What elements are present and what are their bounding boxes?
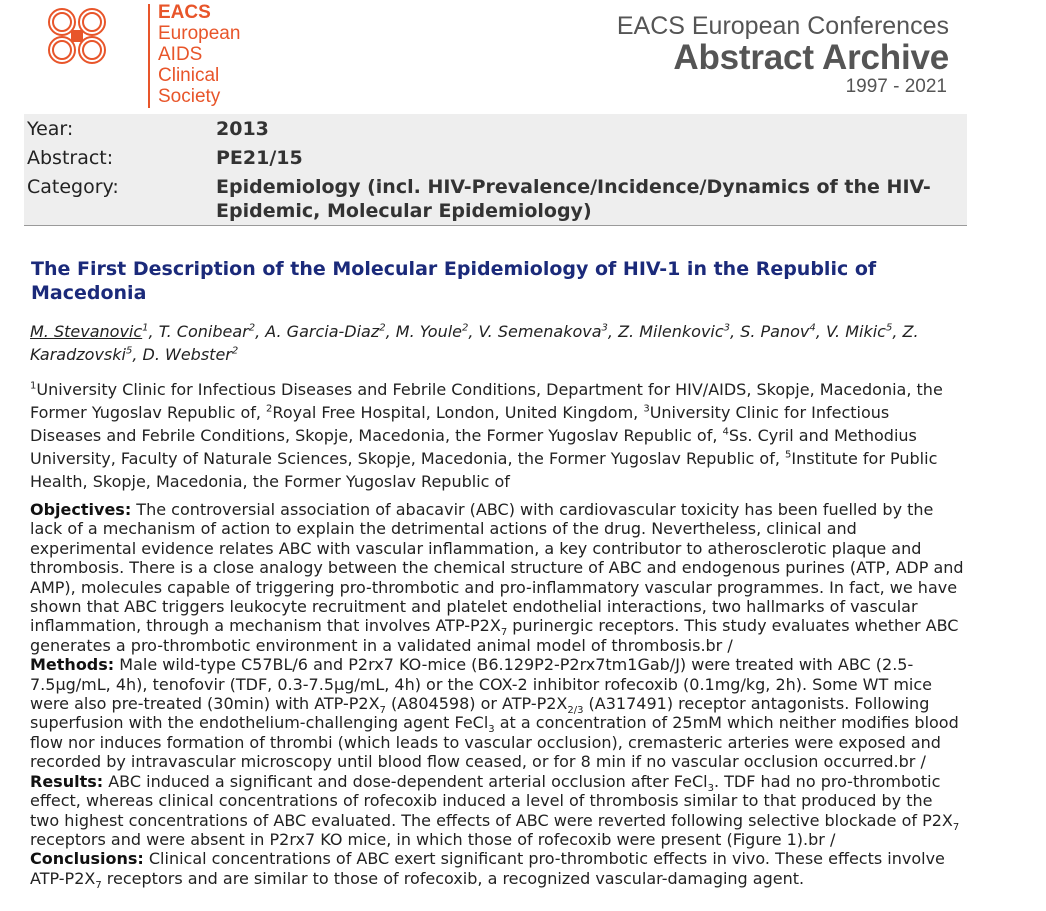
objectives-text: purinergic receptors. This study evaluates whether ABC generates a pro-thrombotic environment in a validated animal model of thrombosis.br / <box>30 616 959 655</box>
abstract-title: The First Description of the Molecular Epidemiology of HIV-1 in the Republic of Macedonia <box>31 258 877 304</box>
logo-line: AIDS <box>158 44 203 65</box>
subscript: 3 <box>707 782 714 794</box>
results-label: Results: <box>30 771 104 791</box>
author-name[interactable]: M. Stevanovic <box>30 322 143 341</box>
methods-text: (A804598) or ATP-P2X <box>385 694 568 714</box>
logo-line: European <box>158 23 241 44</box>
affiliation-text: Institute for Public Health, Skopje, Macedonia, the Former Yugoslav Republic of <box>30 449 938 491</box>
methods-text: Male wild-type C57BL/6 and P2rx7 KO-mice (B6.129P2-P2rx7tm1Gab/J) were treated with ABC (2.5-7.5µg/mL, 4h), tenofovir (TDF, 0.3-7.5µg/mL, 4h) or the COX-2 inhibitor rofecoxib (0.1mg/kg, 2h). Some WT mice were also pre-treated (30min) with ATP-P2X <box>30 655 932 714</box>
author-affiliation-sup: 1 <box>142 322 149 334</box>
year-value: 2013 <box>216 118 269 140</box>
conclusions-section <box>30 849 965 891</box>
logo-abbr: EACS <box>158 2 211 23</box>
author-affiliation-sup: 2 <box>379 322 386 334</box>
methods-section <box>30 655 965 771</box>
results-section <box>30 772 965 850</box>
author-name: V. Semenakova <box>478 322 602 341</box>
abstract-label: Abstract: <box>27 147 114 169</box>
results-text: . TDF had no pro-thrombotic effect, whereas clinical concentrations of rofecoxib induced a level of thrombosis similar to that produced by the two highest concentrations of ABC evaluated. The effects of ABC were reverted following selective blockade of P2X <box>30 771 953 830</box>
objectives-label: Objectives: <box>30 500 132 519</box>
category-label: Category: <box>27 176 119 198</box>
conclusions-text: Clinical concentrations of ABC exert significant pro-thrombotic effects in vivo. These effects involve ATP-P2X <box>30 849 945 888</box>
author-name: A. Garcia-Diaz <box>265 322 380 341</box>
subscript: 2/3 <box>567 705 584 717</box>
category-value: Epidemiology (incl. HIV-Prevalence/Incidence/Dynamics of the HIV-Epidemic, Molecular Epidemiology) <box>216 176 931 222</box>
methods-text: (A317491) receptor antagonists. Following superfusion with the endothelium-challenging agent FeCl <box>30 694 930 733</box>
logo-divider <box>148 4 150 108</box>
subscript: 7 <box>500 627 508 639</box>
subscript: 3 <box>488 724 495 736</box>
affiliation-sup: 4 <box>722 426 729 438</box>
meta-row-abstract <box>27 146 956 170</box>
subscript: 7 <box>95 879 102 891</box>
conclusions-label: Conclusions: <box>30 849 144 869</box>
affiliation-text: Royal Free Hospital, London, United Kingdom, <box>272 403 644 422</box>
logo-line: Clinical <box>158 65 220 86</box>
abstract-meta-panel <box>24 114 967 226</box>
abstract-body <box>30 500 965 891</box>
author-affiliation-sup: 4 <box>809 322 816 334</box>
logo-line: Society <box>158 86 221 107</box>
page-header <box>24 0 967 114</box>
objectives-section <box>30 500 965 655</box>
results-text: ABC induced a significant and dose-dependent arterial occlusion after FeCl <box>103 771 708 791</box>
author-name: T. Conibear <box>158 322 249 341</box>
affiliation-text: University Clinic for Infectious Diseases and Febrile Conditions, Department for HIV/AIDS, Skopje, Macedonia, the Former Yugoslav Republic of, <box>30 380 943 422</box>
eacs-logo-icon <box>42 4 112 68</box>
objectives-text: The controversial association of abacavir (ABC) with cardiovascular toxicity has been fuelled by the lack of a mechanism of action to explain the detrimental actions of the drug. Nevertheless, clinical and experimental evidence relates ABC with vascular inflammation, a key contributor to atherosclerotic plaque and thrombosis. There is a close analogy between the chemical structure of ABC and endogenous purines (ATP, ADP and AMP), molecules capable of triggering pro-thrombotic and pro-inflammatory vascular programmes. In fact, we have shown that ABC triggers leukocyte recruitment and platelet endothelial interactions, two hallmarks of vascular inflammation, through a mechanism that involves ATP-P2X <box>30 500 964 636</box>
affiliation-text: University Clinic for Infectious Diseases and Febrile Conditions, Skopje, Macedonia, the Former Yugoslav Republic of, <box>30 403 890 445</box>
eacs-logo-text <box>158 2 240 107</box>
affiliation-sup: 2 <box>266 403 273 415</box>
archive-subtitle: EACS European Conferences <box>616 12 949 40</box>
author-affiliation-sup: 3 <box>723 322 731 334</box>
affiliation-sup: 1 <box>30 380 37 392</box>
conclusions-text: receptors and are similar to those of rofecoxib, a recognized vascular-damaging agent. <box>101 868 805 888</box>
affiliation-sup: 3 <box>643 403 650 415</box>
author-name: V. Mikic <box>825 322 886 341</box>
author-affiliation-sup: 5 <box>885 322 893 334</box>
meta-row-year <box>27 117 956 141</box>
author-affiliation-sup: 3 <box>601 322 608 334</box>
author-name: M. Youle <box>395 322 462 341</box>
author-affiliation-sup: 2 <box>462 322 469 334</box>
results-text: receptors and were absent in P2rx7 KO mice, in which those of rofecoxib were present (Figure 1).br / <box>30 829 836 849</box>
meta-row-category <box>27 175 956 223</box>
abstract-value: PE21/15 <box>216 147 303 169</box>
subscript: 7 <box>379 705 386 717</box>
archive-years: 1997 - 2021 <box>845 76 947 97</box>
author-affiliation-sup: 2 <box>248 322 256 334</box>
author-affiliation-sup: 2 <box>231 345 239 357</box>
affiliation-text: Ss. Cyril and Methodius University, Faculty of Naturale Sciences, Skopje, Macedonia, the Former Yugoslav Republic of, <box>30 426 917 468</box>
author-name: Z. Karadzovski <box>30 322 919 364</box>
methods-text: at a concentration of 25mM which neither modifies blood flow nor induces formation of thrombi (which leads to vascular occlusion), cremasteric arteries were exposed and recorded by intravascular microscopy until blood flow ceased, or for 8 min if no vascular occlusion occurred.br / <box>30 713 959 772</box>
affiliations <box>30 378 965 493</box>
subscript: 7 <box>952 821 960 833</box>
author-name: S. Panov <box>740 322 810 341</box>
archive-title: Abstract Archive <box>673 38 949 77</box>
year-label: Year: <box>27 118 74 140</box>
author-affiliation-sup: 5 <box>125 345 133 357</box>
affiliation-sup: 5 <box>785 449 792 461</box>
author-list: M. Stevanovic$^1$, T. Conibear$^2$, A. Garcia-Diaz$^2$, M. Youle$^2$, V. Semenakova$^3$, Z. Milenkovic$^3$, S. Panov$^4$, V. Mikic$^5$, Z. Karadzovski$^5$, D. Webster$^2$ <box>30 322 919 364</box>
methods-label: Methods: <box>30 655 115 675</box>
author-name: D. Webster <box>142 345 232 364</box>
author-name: Z. Milenkovic <box>618 322 724 341</box>
